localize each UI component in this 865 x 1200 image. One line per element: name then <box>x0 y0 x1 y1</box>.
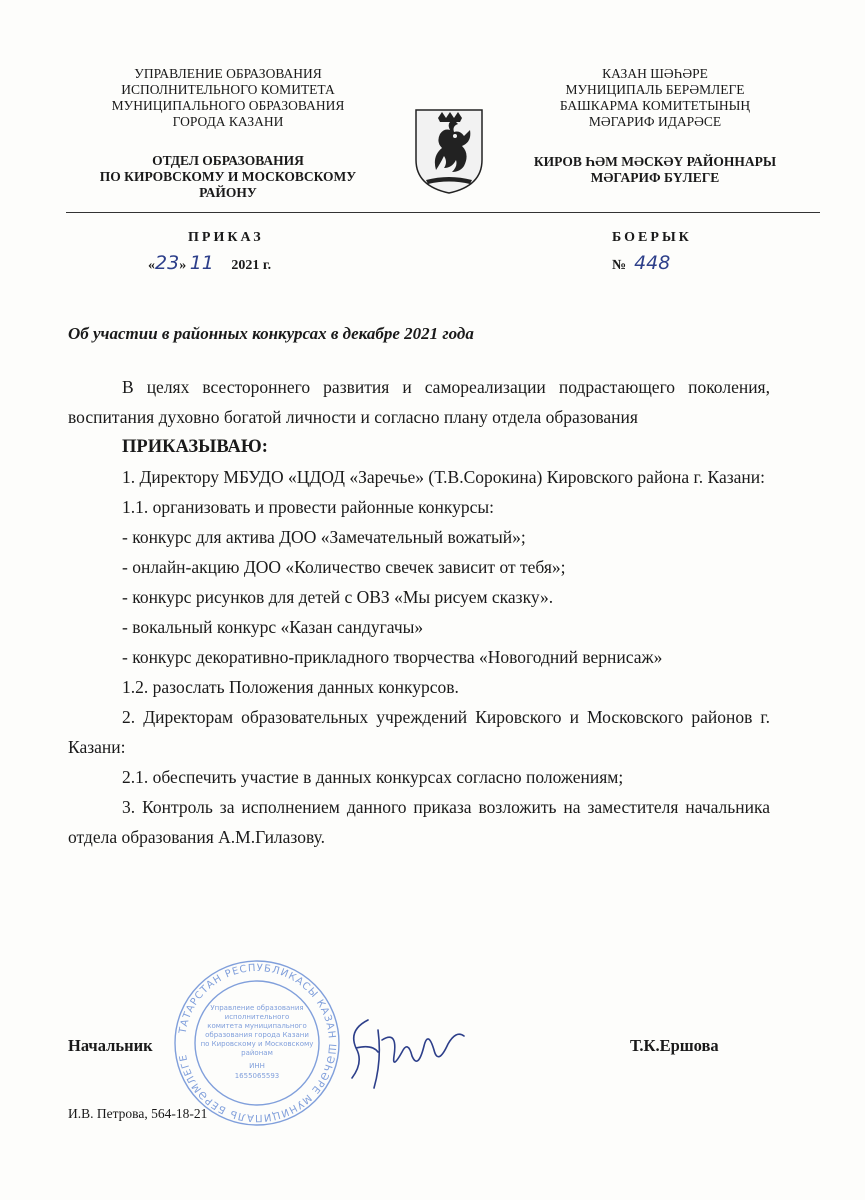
svg-text:по Кировскому и Московскому: по Кировскому и Московскому <box>200 1040 314 1048</box>
paragraph-1-2: 1.2. разослать Положения данных конкурсов. <box>122 677 459 697</box>
signatory-name: Т.К.Ершова <box>630 1036 719 1055</box>
paragraph-3: 3. Контроль за исполнением данного приказа возложить на заместителя начальника отдела образования А.М.Гилазову. <box>68 797 770 847</box>
date-quote-close: » <box>179 258 187 273</box>
header-left-line: ИСПОЛНИТЕЛЬНОГО КОМИТЕТА <box>121 82 335 97</box>
header-right-line: КАЗАН ШӘҺӘРЕ <box>602 66 708 81</box>
svg-text:комитета муниципального: комитета муниципального <box>207 1022 307 1030</box>
order-number <box>612 252 732 274</box>
svg-text:Управление образования: Управление образования <box>210 1004 304 1012</box>
date-month-handwritten: 11 <box>189 252 214 274</box>
order-word: ПРИКАЗЫВАЮ: <box>122 437 268 457</box>
svg-text:районам: районам <box>241 1049 273 1057</box>
header-right-line: МӘГАРИФ ИДАРӘСЕ <box>588 114 722 129</box>
list-item: - конкурс рисунков для детей с ОВЗ «Мы рисуем сказку». <box>122 587 554 607</box>
date-quote-open: « <box>148 258 155 273</box>
list-item: - конкурс для актива ДОО «Замечательный вожатый»; <box>122 527 526 547</box>
header-right-sub-line: МӘГАРИФ БҮЛЕГЕ <box>590 170 720 185</box>
header-right-line: БАШКАРМА КОМИТЕТЫНЫҢ <box>559 98 751 113</box>
paragraph-2: 2. Директорам образовательных учреждений Кировского и Московского районов г. Казани: <box>68 707 770 757</box>
paragraph-1-1: 1.1. организовать и провести районные конкурсы: <box>122 497 494 517</box>
list-item: - онлайн-акцию ДОО «Количество свечек зависит от тебя»; <box>122 557 566 577</box>
order-label-ru: ПРИКАЗ <box>188 230 264 245</box>
header-right-department <box>505 154 805 186</box>
order-body <box>68 372 770 852</box>
paragraph-1: 1. Директору МБУДО «ЦДОД «Заречье» (Т.В.Сорокина) Кировского района г. Казани: <box>122 467 765 487</box>
list-item: - конкурс декоративно-прикладного творчества «Новогодний вернисаж» <box>122 647 663 667</box>
intro-paragraph: В целях всестороннего развития и самореализации подрастающего поколения, воспитания духовно богатой личности и согласно плану отдела образования <box>68 377 770 427</box>
svg-text:образования города Казани: образования города Казани <box>205 1031 309 1039</box>
number-label: № <box>612 258 627 273</box>
official-stamp <box>172 958 342 1128</box>
header-left-line: МУНИЦИПАЛЬНОГО ОБРАЗОВАНИЯ <box>111 98 345 113</box>
header-left-line: УПРАВЛЕНИЕ ОБРАЗОВАНИЯ <box>134 66 322 81</box>
header-left-line: ГОРОДА КАЗАНИ <box>172 114 284 129</box>
header-left-sub-line: РАЙОНУ <box>199 185 257 200</box>
header-right-line: МУНИЦИПАЛЬ БЕРӘМЛЕГЕ <box>565 82 745 97</box>
number-value-handwritten: 448 <box>634 252 671 274</box>
order-title: Об участии в районных конкурсах в декабре 2021 года <box>68 324 474 343</box>
header-left <box>68 66 388 201</box>
svg-text:ИНН: ИНН <box>249 1062 265 1070</box>
header-right-sub-line: КИРОВ ҺӘМ МӘСКӘҮ РАЙОННАРЫ <box>533 154 777 169</box>
handwritten-signature <box>338 1000 468 1095</box>
header-right <box>505 66 805 186</box>
header-left-sub-line: ОТДЕЛ ОБРАЗОВАНИЯ <box>152 153 304 168</box>
svg-text:исполнительного: исполнительного <box>224 1013 290 1021</box>
signatory-position: Начальник <box>68 1036 153 1055</box>
svg-text:1655065593: 1655065593 <box>234 1072 280 1080</box>
header-left-department <box>68 153 388 201</box>
svg-text:ТАТАРСТАН РЕСПУБЛИКАСЫ КАЗАН Ш: ТАТАРСТАН РЕСПУБЛИКАСЫ КАЗАН ШӘҺӘРЕ МУНИЦИПАЛЬ БЕРӘМЛЕГЕ <box>177 962 338 1124</box>
contact-line: И.В. Петрова, 564-18-21 <box>68 1106 208 1121</box>
header-left-sub-line: ПО КИРОВСКОМУ И МОСКОВСКОМУ <box>99 169 357 184</box>
order-label-tt: БОЕРЫК <box>612 230 692 245</box>
header-divider <box>66 212 820 213</box>
order-date <box>148 252 328 282</box>
date-day-handwritten: 23 <box>155 252 180 274</box>
kazan-coat-of-arms-icon <box>414 108 484 194</box>
paragraph-2-1: 2.1. обеспечить участие в данных конкурсах согласно положениям; <box>122 767 624 787</box>
date-year: 2021 г. <box>231 258 272 273</box>
list-item: - вокальный конкурс «Казан сандугачы» <box>122 617 424 637</box>
